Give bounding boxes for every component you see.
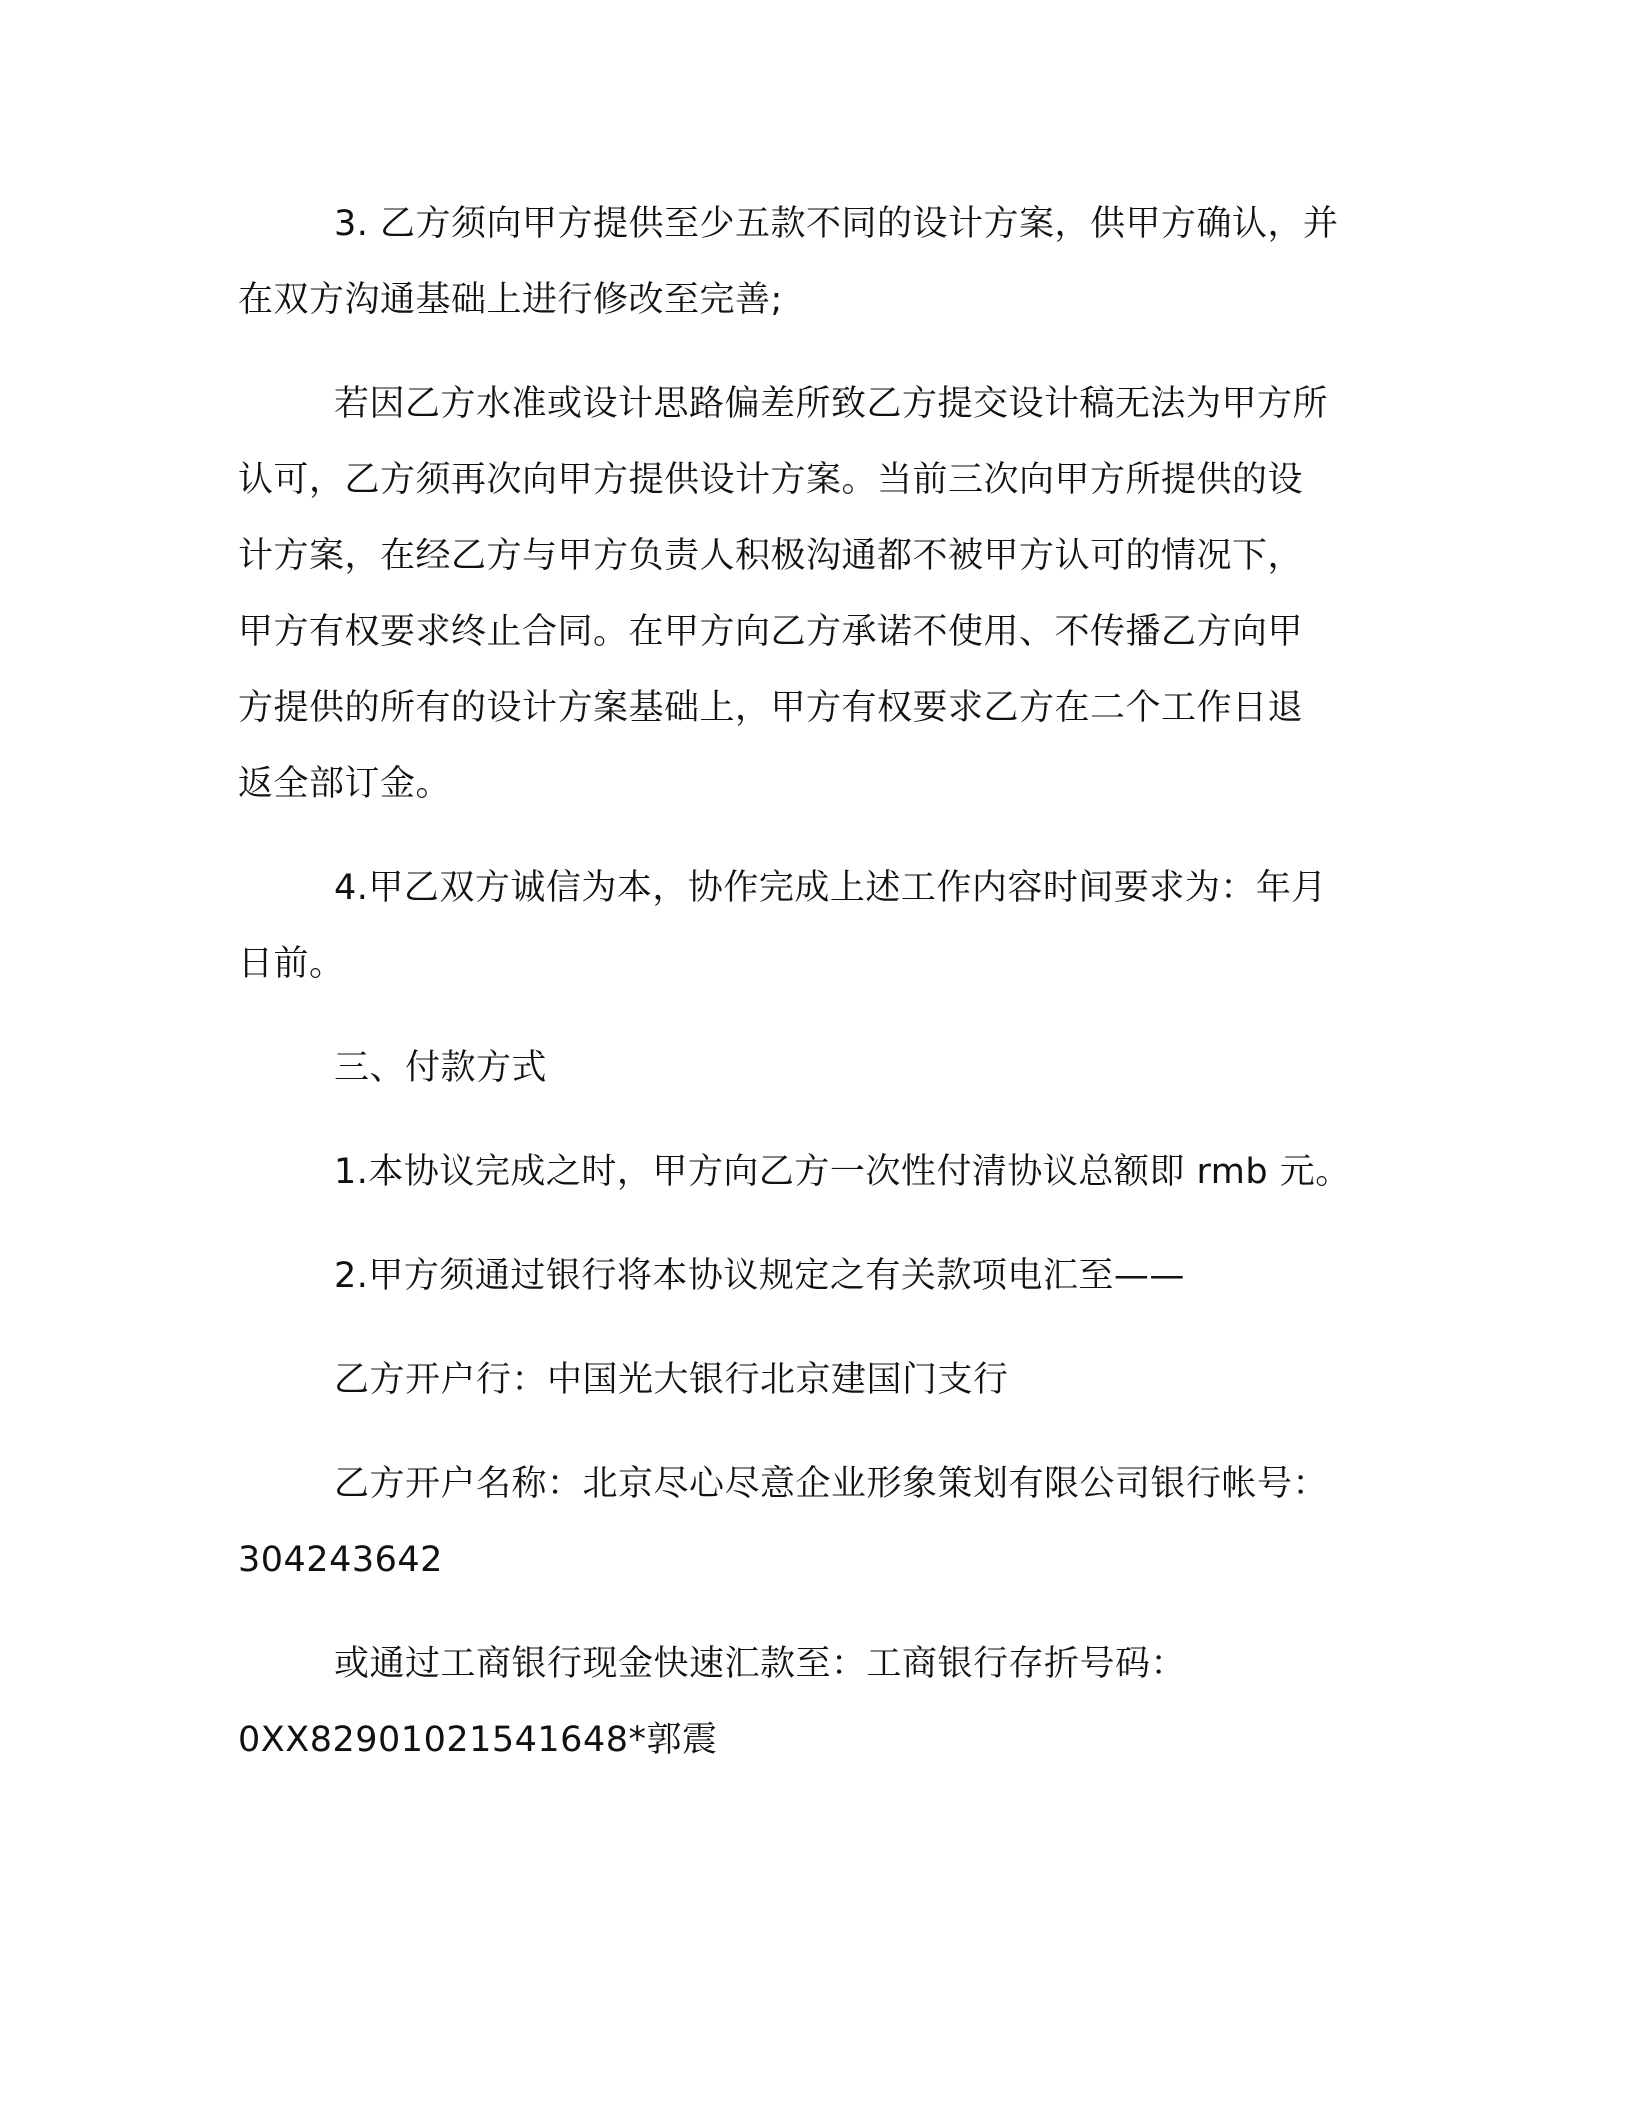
text-line: 乙方开户行：中国光大银行北京建国门支行 xyxy=(334,1360,1009,1400)
section-heading-payment xyxy=(238,1030,1378,1106)
account-name-paragraph xyxy=(238,1446,1378,1598)
text-line: 2.甲方须通过银行将本协议规定之有关款项电汇至—— xyxy=(334,1256,1185,1296)
text-line: 日前。 xyxy=(238,944,345,984)
text-line: 3. 乙方须向甲方提供至少五款不同的设计方案，供甲方确认，并 xyxy=(334,204,1339,244)
section-heading-text: 三、付款方式 xyxy=(334,1048,548,1088)
bank-name-line xyxy=(238,1342,1378,1418)
payment-clause-1 xyxy=(238,1134,1378,1210)
text-line: 计方案，在经乙方与甲方负责人积极沟通都不被甲方认可的情况下， xyxy=(238,536,1304,576)
account-number: 304243642 xyxy=(238,1540,443,1580)
text-line: 甲方有权要求终止合同。在甲方向乙方承诺不使用、不传播乙方向甲 xyxy=(238,612,1304,652)
passbook-number: 0XX82901021541648*郭震 xyxy=(238,1720,718,1760)
text-line: 4.甲乙双方诚信为本，协作完成上述工作内容时间要求为：年月 xyxy=(334,868,1327,908)
text-line: 或通过工商银行现金快速汇款至：工商银行存折号码： xyxy=(334,1644,1187,1684)
text-line: 在双方沟通基础上进行修改至完善; xyxy=(238,280,783,320)
text-line: 若因乙方水准或设计思路偏差所致乙方提交设计稿无法为甲方所 xyxy=(334,384,1329,424)
text-line: 认可，乙方须再次向甲方提供设计方案。当前三次向甲方所提供的设 xyxy=(238,460,1304,500)
text-line: 1.本协议完成之时，甲方向乙方一次性付清协议总额即 rmb 元。 xyxy=(334,1152,1351,1192)
text-line: 方提供的所有的设计方案基础上，甲方有权要求乙方在二个工作日退 xyxy=(238,688,1304,728)
text-line: 返全部订金。 xyxy=(238,764,452,804)
clause-4-paragraph xyxy=(238,850,1378,1002)
clause-3-paragraph xyxy=(238,186,1378,338)
icbc-transfer-paragraph xyxy=(238,1626,1378,1778)
clause-3-condition-paragraph xyxy=(238,366,1378,822)
document-body xyxy=(238,186,1378,1806)
payment-clause-2 xyxy=(238,1238,1378,1314)
text-line: 乙方开户名称：北京尽心尽意企业形象策划有限公司银行帐号： xyxy=(334,1464,1329,1504)
